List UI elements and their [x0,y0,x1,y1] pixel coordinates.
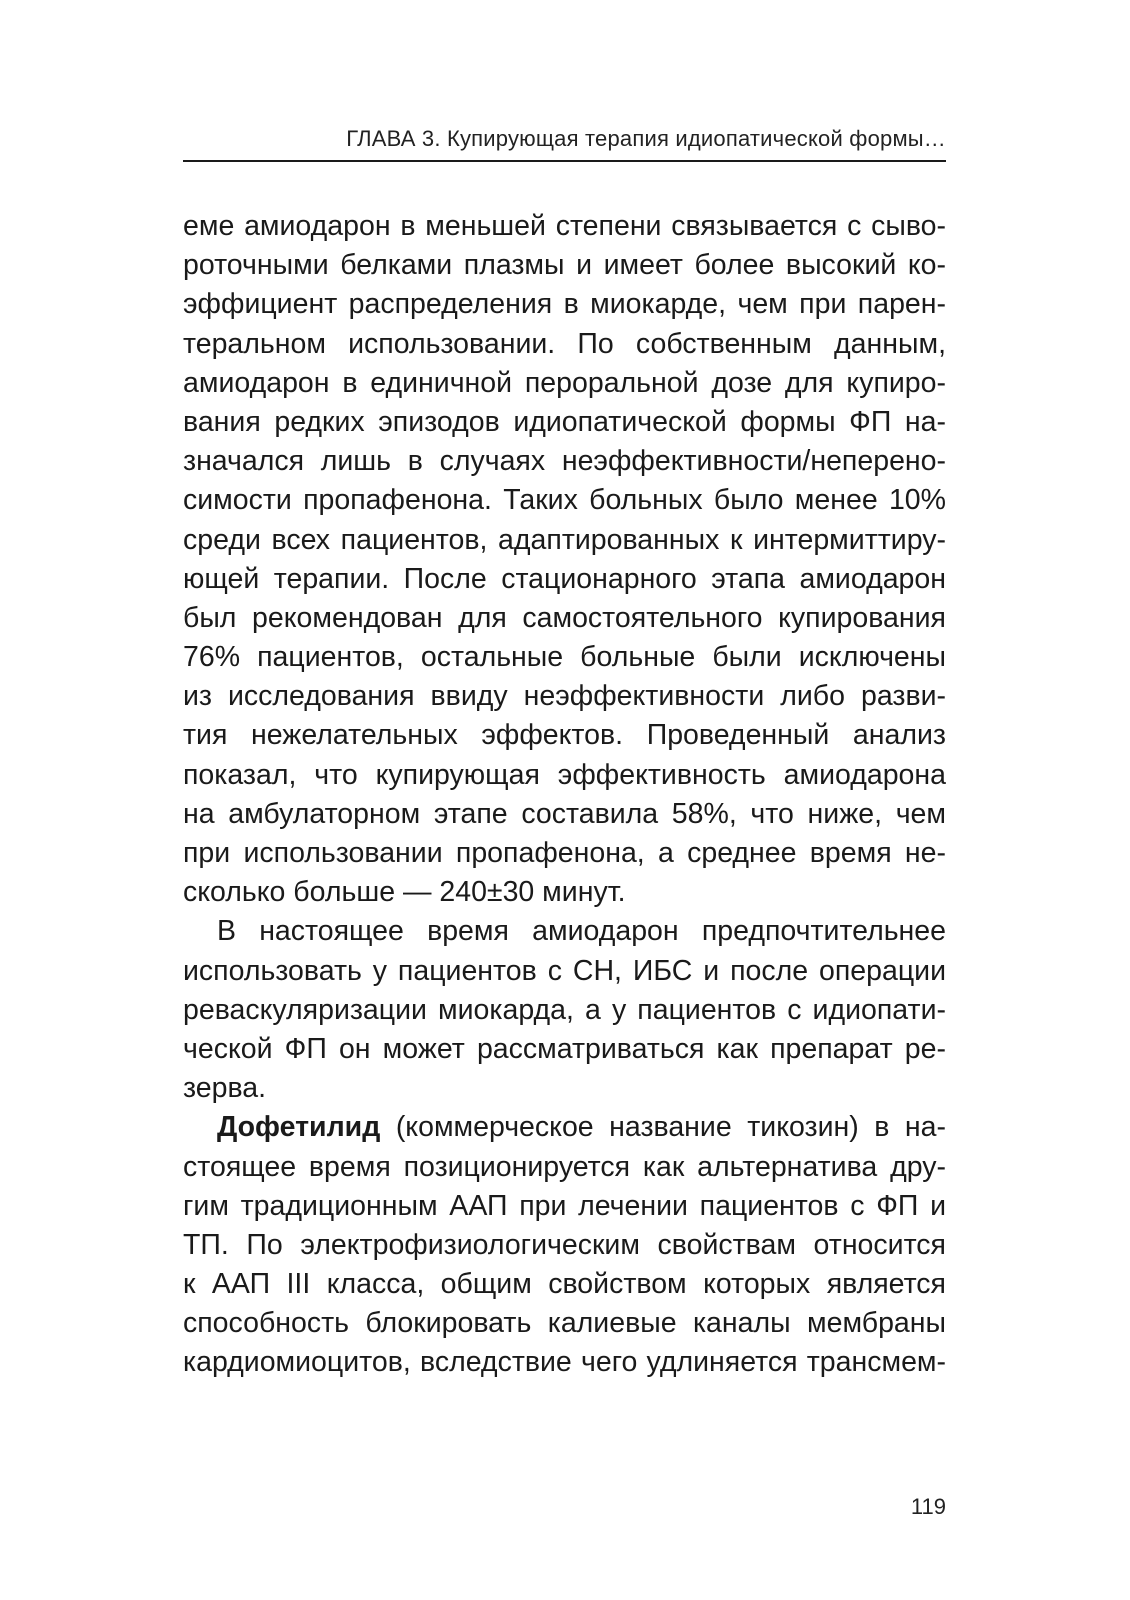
text-line: зерва. [183,1072,267,1105]
text-line: на амбулаторном этапе составила 58%, что ниже, чем [183,797,946,830]
body-text [183,207,946,1383]
text-run: (коммерческое название тикозин) в на- [380,1111,946,1144]
text-line: способность блокировать калиевые каналы мембраны [183,1307,946,1340]
text-line: использовать у пациентов с СН, ИБС и после операции [183,954,946,987]
paragraph-dofetilide [183,1108,946,1382]
paragraph-amiodarone-current-use [183,912,946,1108]
text-line: эффициент распределения в миокарде, чем при парен- [183,288,946,321]
text-line: сколько больше — 240±30 минут. [183,876,626,909]
running-header: ГЛАВА 3. Купирующая терапия идиопатической формы… [346,126,946,151]
text-line: В настоящее время амиодарон предпочтительнее [217,915,946,948]
text-line: еме амиодарон в меньшей степени связывается с сыво- [183,210,946,242]
text-line: кардиомиоцитов, вследствие чего удлиняется трансмем- [183,1346,946,1379]
text-line: вания редких эпизодов идиопатической формы ФП на- [183,405,946,438]
text-line: был рекомендован для самостоятельного купирования [183,601,946,634]
text-line: показал, что купирующая эффективность амиодарона [183,758,946,791]
text-line: гим традиционным ААП при лечении пациентов с ФП и [183,1189,946,1222]
text-line: стоящее время позиционируется как альтернатива дру- [183,1150,946,1183]
text-line: 76% пациентов, остальные больные были исключены [183,641,946,674]
text-line: ющей терапии. После стационарного этапа амиодарон [183,562,946,595]
text-line: амиодарон в единичной пероральной дозе для купиро- [183,366,946,399]
paragraph-amiodarone-continued [183,207,946,912]
text-line: симости пропафенона. Таких больных было менее 10% [183,484,946,517]
text-line: значался лишь в случаях неэффективности/неперено- [183,445,946,478]
text-line: ческой ФП он может рассматриваться как препарат ре- [183,1032,946,1065]
text-line: роточными белками плазмы и имеет более высокий ко- [183,249,946,282]
text-line [183,1108,946,1147]
page-number: 119 [910,1494,946,1519]
text-line: ТП. По электрофизиологическим свойствам относится [183,1228,946,1261]
header-rule [183,160,946,162]
text-line: к ААП III класса, общим свойством которых является [183,1268,946,1301]
text-line: при использовании пропафенона, а среднее время не- [183,837,946,869]
text-line: теральном использовании. По собственным данным, [183,327,946,360]
text-line: среди всех пациентов, адаптированных к интермиттиру- [183,523,946,556]
text-line: тия нежелательных эффектов. Проведенный анализ [183,719,946,752]
text-line: реваскуляризации миокарда, а у пациентов с идиопати- [183,993,946,1026]
text-line: из исследования ввиду неэффективности либо разви- [183,680,946,713]
term-dofetilide: Дофетилид [217,1111,381,1144]
